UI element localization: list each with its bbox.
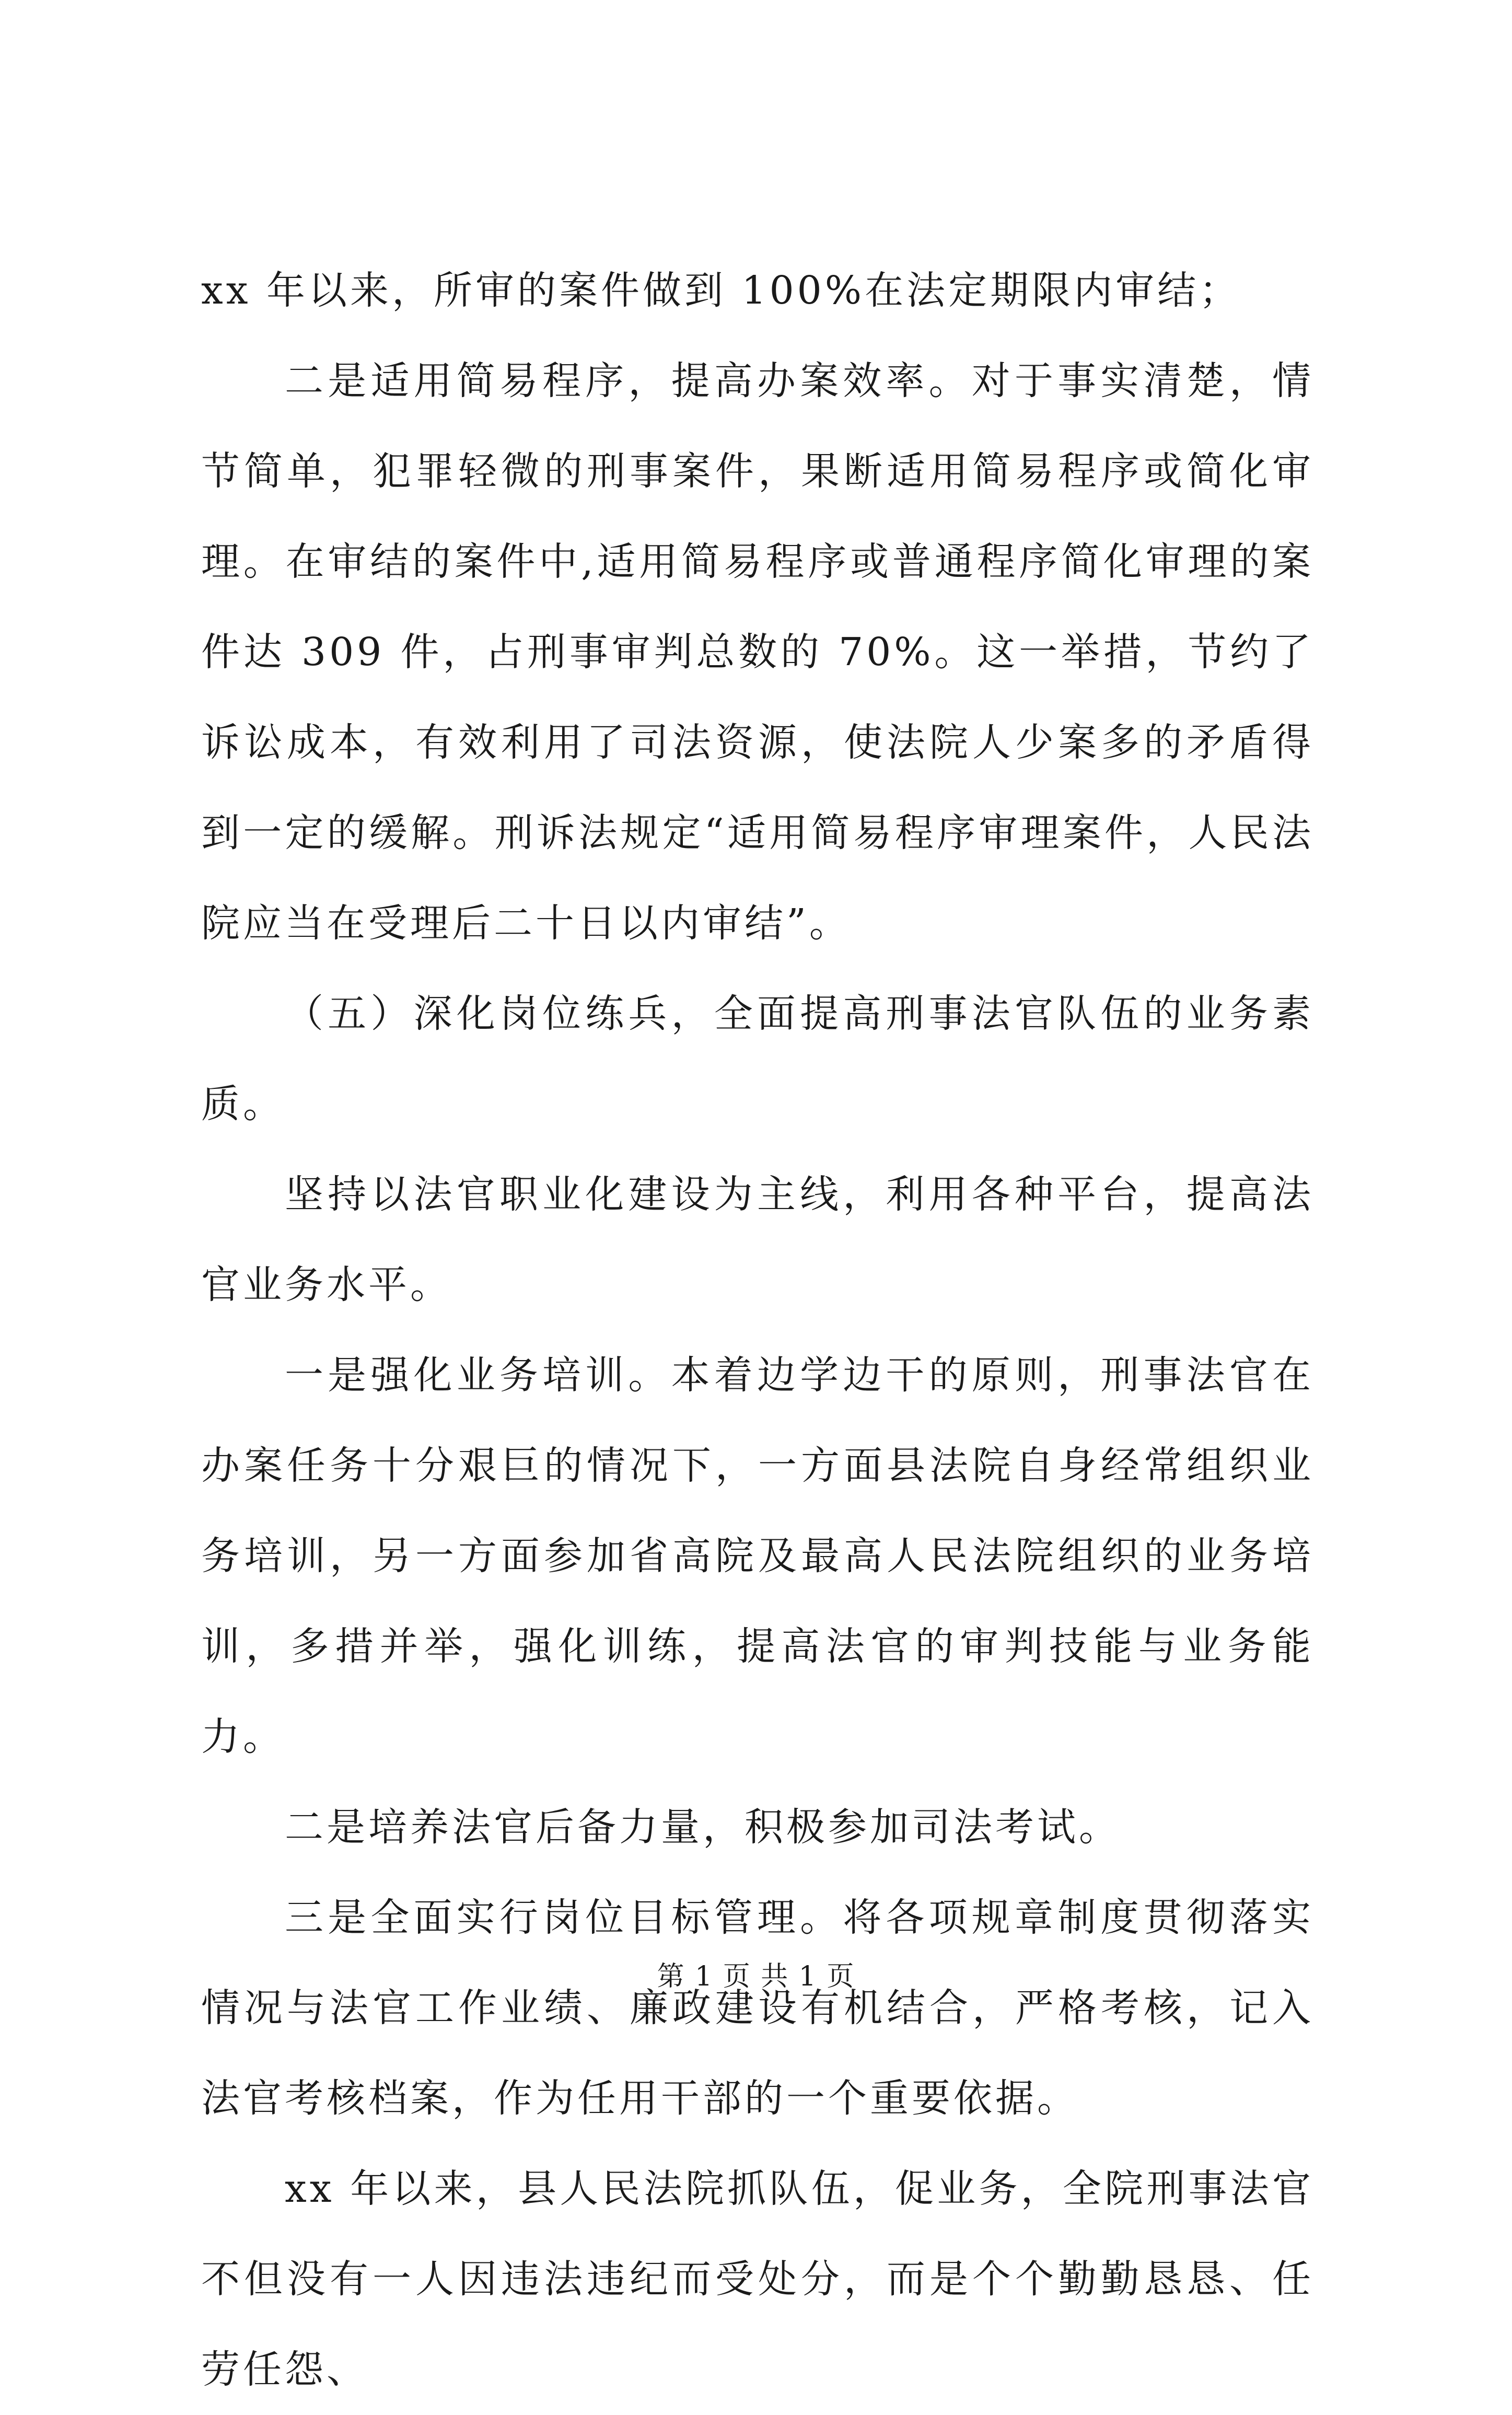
page-footer: 第 1 页 共 1 页: [657, 1961, 855, 1992]
document-body: [201, 246, 1314, 2415]
paragraph-4: 坚持以法官职业化建设为主线，利用各种平台，提高法官业务水平。: [201, 1172, 1314, 1307]
paragraph-3: （五）深化岗位练兵，全面提高刑事法官队伍的业务素质。: [201, 991, 1314, 1127]
paragraph-1: xx 年以来，所审的案件做到 100%在法定期限内审结；: [201, 268, 1241, 313]
paragraph-5: 一是强化业务培训。本着边学边干的原则，刑事法官在办案任务十分艰巨的情况下，一方面县法院自身经常组织业务培训，另一方面参加省高院及最高人民法院组织的业务培训，多措并举，强化训练，提高法官的审判技能与业务能力。: [201, 1353, 1314, 1759]
paragraph-8: xx 年以来，县人民法院抓队伍，促业务，全院刑事法官不但没有一人因违法违纪而受处分，而是个个勤勤恳恳、任劳任怨、: [201, 2166, 1314, 2392]
paragraph-7: 三是全面实行岗位目标管理。将各项规章制度贯彻落实情况与法官工作业绩、廉政建设有机结合，严格考核，记入法官考核档案，作为任用干部的一个重要依据。: [201, 1895, 1314, 2121]
paragraph-2: 二是适用简易程序，提高办案效率。对于事实清楚，情节简单，犯罪轻微的刑事案件，果断适用简易程序或简化审理。在审结的案件中,适用简易程序或普通程序简化审理的案件达 309 件，占刑事审判总数的 70%。这一举措，节约了诉讼成本，有效利用了司法资源，使法院人少案多的矛盾得到一定的缓解。刑诉法规定“适用简易程序审理案件，人民法院应当在受理后二十日以内审结”。: [201, 358, 1314, 946]
paragraph-6: 二是培养法官后备力量，积极参加司法考试。: [285, 1805, 1121, 1850]
